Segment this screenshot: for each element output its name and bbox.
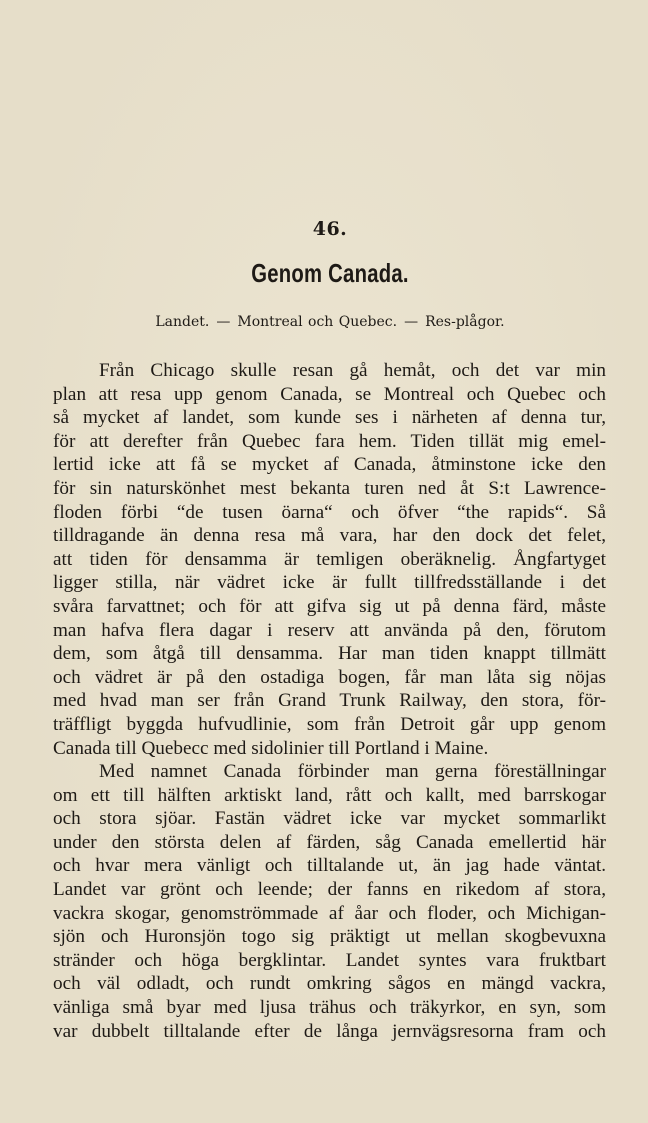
text-line: och stora sjöar. Fastän vädret icke var mycket sommarlikt	[53, 808, 606, 830]
summary-separator: —	[216, 314, 231, 330]
text-line: Canada till Quebecc med sidolinier till Portland i Maine.	[53, 737, 489, 759]
text-line: Från Chicago skulle resan gå hemåt, och det var min	[99, 360, 606, 381]
text-line: under den största delen af färden, såg Canada emellertid här	[53, 831, 606, 853]
paragraph	[53, 760, 606, 1043]
text-line: om ett till hälften arktiskt land, rått och kallt, med barrskogar	[53, 784, 606, 806]
text-line: lertid icke att få se mycket af Canada, åtminstone icke den	[53, 454, 606, 476]
summary-separator: —	[404, 314, 419, 330]
text-line: Landet var grönt och leende; der fanns en rikedom af stora,	[53, 879, 606, 901]
text-line: vackra skogar, genomströmmade af åar och floder, och Michigan-	[53, 902, 606, 924]
text-line: svåra farvattnet; och för att gifva sig ut på denna färd, måste	[53, 595, 606, 617]
page-number: 46.	[312, 218, 348, 240]
text-line: ligger stilla, när vädret icke är fullt tillfredsställande i det	[53, 572, 606, 594]
text-line: man hafva flera dagar i reserv att använda på den, förutom	[53, 619, 606, 641]
text-line: floden förbi “de tusen öarna“ och öfver “the rapids“. Så	[53, 501, 606, 523]
chapter-title: Genom Canada.	[251, 258, 409, 288]
summary-item: Res-plågor.	[425, 314, 505, 330]
body-text	[53, 359, 606, 1043]
text-line: tilldragande än denna resa må vara, har den dock det felet,	[53, 525, 606, 547]
text-line: sjön och Huronsjön togo sig präktigt ut mellan skogbevuxna	[53, 926, 606, 948]
text-line: för att derefter från Quebec fara hem. Tiden tillät mig emel-	[53, 430, 606, 452]
text-line: att tiden för densamma är temligen oberäknelig. Ångfartyget	[53, 548, 606, 570]
text-line: med hvad man ser från Grand Trunk Railway, den stora, för-	[53, 690, 606, 712]
text-line: Med namnet Canada förbinder man gerna föreställningar	[99, 761, 606, 783]
text-line: så mycket af landet, som kunde ses i närheten af denna tur,	[53, 407, 606, 429]
text-line: var dubbelt tilltalande efter de långa jernvägsresorna fram och	[53, 1020, 606, 1042]
text-line: och vädret är på den ostadiga bogen, får man låta sig nöjas	[53, 666, 606, 688]
summary-item: Landet.	[155, 314, 210, 330]
paragraph	[53, 359, 606, 760]
text-line: och hvar mera vänligt och tilltalande ut, än jag hade väntat.	[53, 855, 606, 877]
summary-item: Montreal och Quebec.	[237, 314, 398, 330]
text-line: dem, som åtgå till densamma. Har man tiden knappt tillmätt	[53, 643, 606, 665]
text-line: stränder och höga bergklintar. Landet syntes vara fruktbart	[53, 949, 606, 971]
text-line: träffligt byggda hufvudlinie, som från Detroit går upp genom	[53, 713, 606, 735]
text-line: plan att resa upp genom Canada, se Montreal och Quebec och	[53, 383, 606, 405]
text-line: och väl odladt, och rundt omkring sågos en mängd vackra,	[53, 973, 606, 995]
chapter-summary	[0, 314, 648, 330]
text-line: vänliga små byar med ljusa trähus och träkyrkor, en syn, som	[53, 997, 606, 1019]
text-line: för sin naturskönhet mest bekanta turen ned åt S:t Lawrence-	[53, 477, 606, 499]
